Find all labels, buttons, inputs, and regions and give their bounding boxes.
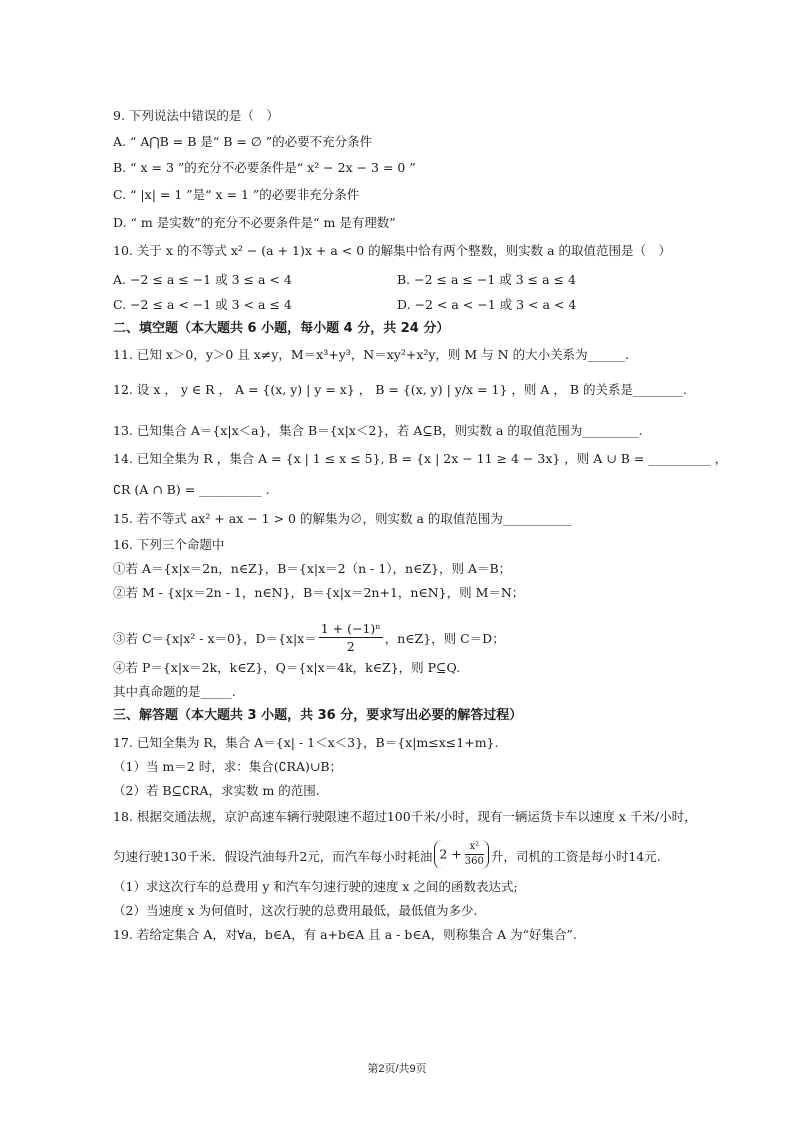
- q9-option-c: C. “ |x| = 1 ”是“ x = 1 ”的必要非充分条件: [113, 187, 360, 202]
- q10-option-c: C. −2 ≤ a < −1 或 3 < a ≤ 4: [113, 297, 292, 312]
- q14-line2: ∁R (A ∩ B) = __________ .: [113, 482, 270, 497]
- q18-line1: 18. 根据交通法规，京沪高速车辆行驶限速不超过100千米/小时，现有一辆运货卡车以速度 x 千米/小时，: [113, 809, 697, 824]
- q9-option-b: B. “ x = 3 ”的充分不必要条件是“ x² − 2x − 3 = 0 ”: [113, 160, 416, 175]
- q17-part-2: （2）若 B⊆∁RA，求实数 m 的范围.: [113, 783, 320, 798]
- question-13: 13. 已知集合 A＝{x|x＜a}，集合 B＝{x|x＜2}，若 A⊆B，则实数 a 的取值范围为_________.: [113, 423, 643, 438]
- q10-option-d: D. −2 < a < −1 或 3 < a < 4: [397, 297, 577, 312]
- q16-p3-prefix: ③若 C＝{x|x² - x＝0}，D＝{x|x＝: [113, 631, 317, 646]
- q10-option-b: B. −2 ≤ a ≤ −1 或 3 ≤ a ≤ 4: [397, 272, 576, 287]
- q18-denominator: 360: [464, 856, 484, 867]
- q18-line2: [113, 843, 661, 872]
- question-12: 12. 设 x ， y ∈ R ， A = {(x, y) | y = x} ， B = {(x, y) | y/x = 1} ，则 A ， B 的关系是________.: [113, 382, 687, 397]
- q16-proposition-1: ①若 A＝{x|x＝2n，n∈Z}，B＝{x|x＝2（n - 1），n∈Z}，则 A＝B；: [113, 561, 512, 576]
- q18-fraction: [465, 840, 484, 869]
- section-heading-fill-in: 二、填空题（本大题共 6 小题，每小题 4 分，共 24 分）: [113, 321, 450, 336]
- question-19: 19. 若给定集合 A，对∀a，b∈A，有 a+b∈A 且 a - b∈A，则称集合 A 为“好集合”.: [113, 927, 577, 942]
- q10-stem: 10. 关于 x 的不等式 x² − (a + 1)x + a < 0 的解集中恰有两个整数，则实数 a 的取值范围是（ ）: [113, 243, 672, 258]
- q10-option-a: A. −2 ≤ a ≤ −1 或 3 ≤ a < 4: [113, 272, 292, 287]
- q16-proposition-3: [113, 622, 505, 657]
- q18-part-2: （2）当速度 x 为何值时，这次行驶的总费用最低，最低值为多少.: [113, 903, 478, 918]
- q16-proposition-2: ②若 M - {x|x＝2n - 1，n∈N}，B＝{x|x＝2n+1，n∈N}，则 M＝N；: [113, 585, 525, 600]
- q16-proposition-4: ④若 P＝{x|x＝2k，k∈Z}，Q＝{x|x＝4k，k∈Z}，则 P⊆Q.: [113, 660, 461, 675]
- q18-line2-suffix: 升，司机的工资是每小时14元.: [490, 849, 661, 864]
- q18-part-1: （1）求这次行车的总费用 y 和汽车匀速行驶的速度 x 之间的函数表达式;: [113, 879, 518, 894]
- question-15: 15. 若不等式 ax² + ax − 1 > 0 的解集为∅，则实数 a 的取值范围为___________: [113, 511, 572, 526]
- q16-tail: 其中真命题的是_____.: [113, 684, 236, 699]
- q17-part-1: （1）当 m＝2 时，求：集合(∁RA)∪B；: [113, 759, 343, 774]
- q9-option-d: D. “ m 是实数”的充分不必要条件是“ m 是有理数”: [113, 215, 396, 230]
- q9-stem: 9. 下列说法中错误的是（ ）: [113, 108, 279, 123]
- q18-line2-prefix: 匀速行驶130千米．假设汽油每升2元，而汽车每小时耗油: [113, 849, 433, 864]
- q16-stem: 16. 下列三个命题中: [113, 537, 225, 552]
- q18-paren-expression: [434, 840, 489, 869]
- q17-stem: 17. 已知全集为 R，集合 A＝{x| - 1＜x＜3}，B＝{x|m≤x≤1+m}.: [113, 735, 499, 750]
- q18-paren-lead: 2 +: [439, 846, 462, 862]
- q14-line1: 14. 已知全集为 R ，集合 A = {x | 1 ≤ x ≤ 5}, B = {x | 2x − 11 ≥ 4 − 3x} ，则 A ∪ B = __________ ，: [113, 451, 728, 466]
- page-footer: 第2页/共9页: [367, 1063, 427, 1075]
- question-11: 11. 已知 x＞0，y＞0 且 x≠y，M＝x³+y³，N＝xy²+x²y，则 M 与 N 的大小关系为______.: [113, 347, 630, 362]
- q9-option-a: A. “ A⋂B = B 是“ B = ∅ ”的必要不充分条件: [113, 134, 373, 149]
- q16-p3-suffix: ，n∈Z}，则 C＝D；: [384, 631, 505, 646]
- section-heading-solutions: 三、解答题（本大题共 3 小题，共 36 分，要求写出必要的解答过程）: [113, 708, 523, 723]
- q18-numerator: x²: [465, 840, 484, 855]
- q16-p3-fraction: [319, 620, 383, 655]
- q16-p3-numerator: 1 + (−1)ⁿ: [320, 621, 381, 636]
- q16-p3-denominator: 2: [346, 639, 355, 654]
